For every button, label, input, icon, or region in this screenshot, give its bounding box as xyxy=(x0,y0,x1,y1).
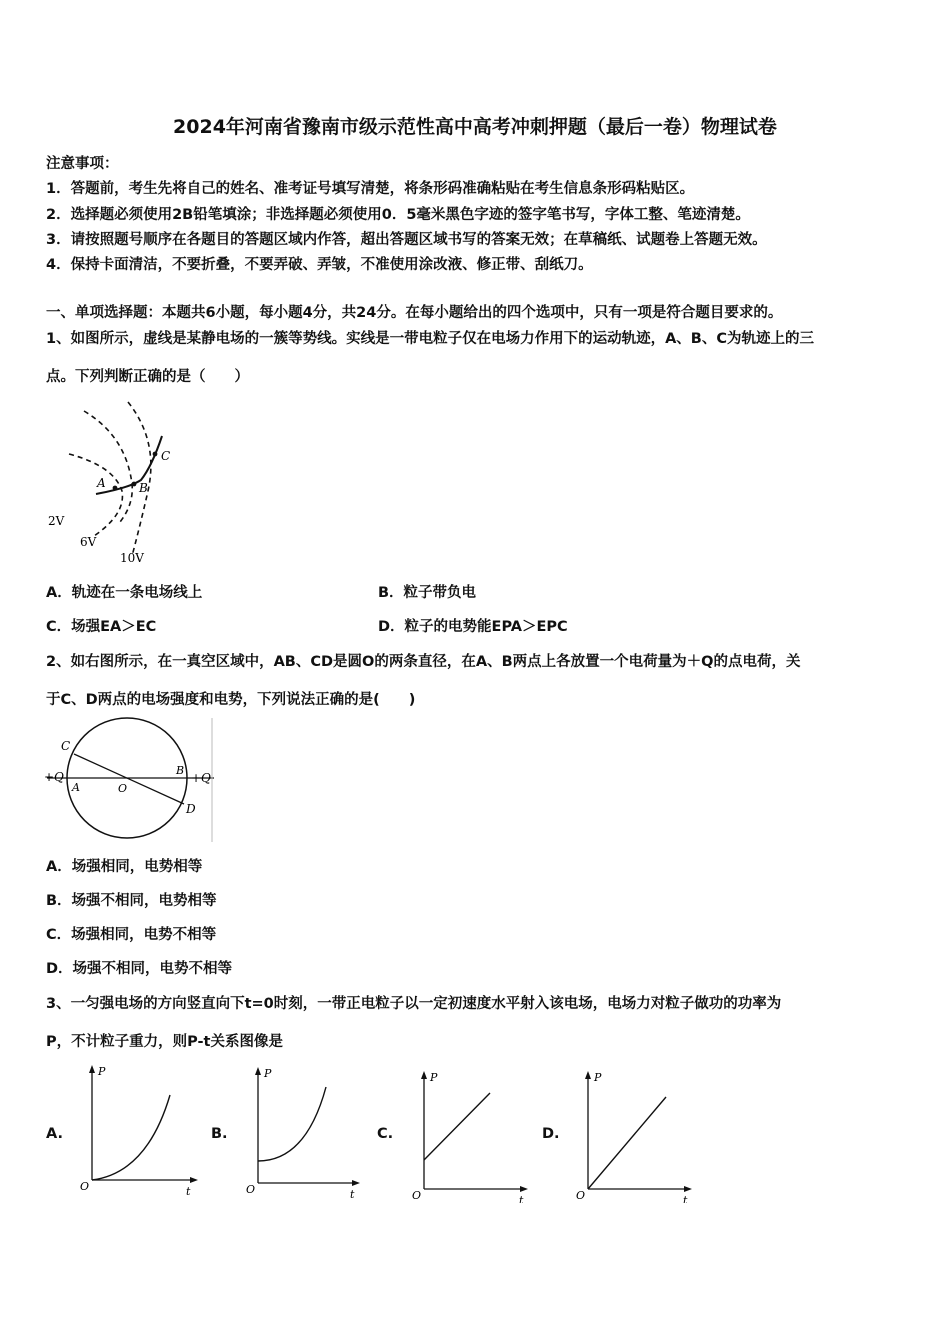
q1-stem: 1、如图所示，虚线是某静电场的一簇等势线。实线是一带电粒子仅在电场力作用下的运动轨迹，A、B、C为轨迹上的三 xyxy=(46,331,814,347)
svg-text:P: P xyxy=(264,1067,272,1080)
trajectory-line xyxy=(96,436,162,494)
notice-item: 4．保持卡面清洁，不要折叠，不要弄破、弄皱，不准使用涂改液、修正带、刮纸刀。 xyxy=(46,257,593,273)
potential-label: 6V xyxy=(80,535,97,549)
p-t-curve xyxy=(258,1087,326,1161)
point-label: A xyxy=(97,476,106,490)
q2-option-b: B．场强不相同，电势相等 xyxy=(46,893,217,909)
q3-stem: P，不计粒子重力，则P-t关系图像是 xyxy=(46,1034,283,1050)
point-label: C xyxy=(61,739,71,753)
point-label: B xyxy=(176,764,185,777)
svg-text:P: P xyxy=(430,1071,438,1084)
notice-item: 1．答题前，考生先将自己的姓名、准考证号填写清楚，将条形码准确粘贴在考生信息条形码粘贴区。 xyxy=(46,181,695,197)
equipotential-line xyxy=(84,411,132,522)
svg-text:t: t xyxy=(519,1194,524,1203)
q3-option-d-label: D. xyxy=(542,1126,560,1142)
p-t-line xyxy=(588,1097,666,1189)
svg-text:P: P xyxy=(594,1071,602,1084)
svg-text:t: t xyxy=(683,1194,688,1203)
q3-option-c-label: C. xyxy=(377,1126,394,1142)
svg-text:O: O xyxy=(412,1189,422,1202)
svg-text:P: P xyxy=(98,1065,106,1078)
q2-stem: 于C、D两点的电场强度和电势，下列说法正确的是( ) xyxy=(46,692,416,708)
q3-option-b-label: B. xyxy=(211,1126,228,1142)
point-label: C xyxy=(161,449,171,463)
q1-stem: 点。下列判断正确的是（ ） xyxy=(46,369,249,385)
notice-item: 2．选择题必须使用2B铅笔填涂；非选择题必须使用0．5毫米黑色字迹的签字笔书写，字体工整、笔迹清楚。 xyxy=(46,207,750,223)
q1-option-c: C．场强EA＞EC xyxy=(46,619,157,635)
charge-label: +Q xyxy=(44,770,64,784)
svg-text:O: O xyxy=(576,1189,586,1202)
q1-option-b: B．粒子带负电 xyxy=(378,585,477,601)
svg-text:t: t xyxy=(186,1185,191,1198)
q2-circle-figure xyxy=(44,716,220,844)
q2-option-c: C．场强相同，电势不相等 xyxy=(46,927,217,943)
svg-text:t: t xyxy=(350,1188,355,1199)
point-label: D xyxy=(186,802,196,816)
svg-text:O: O xyxy=(80,1180,90,1193)
q2-option-a: A．场强相同，电势相等 xyxy=(46,859,203,875)
diameter-cd xyxy=(74,754,184,804)
point-label: A xyxy=(72,781,80,794)
p-t-curve xyxy=(92,1095,170,1180)
point-label: B xyxy=(139,481,148,495)
q3-graph-c xyxy=(404,1067,534,1203)
q1-equipotential-figure xyxy=(44,396,194,566)
p-t-line xyxy=(424,1093,490,1160)
q1-option-d: D．粒子的电势能EPA＞EPC xyxy=(378,619,568,635)
section-heading: 一、单项选择题：本题共6小题，每小题4分，共24分。在每小题给出的四个选项中，只有一项是符合题目要求的。 xyxy=(46,305,783,321)
potential-label: 10V xyxy=(120,551,144,565)
svg-text:O: O xyxy=(246,1183,256,1196)
charge-label: +Q xyxy=(191,771,211,785)
q3-stem: 3、一匀强电场的方向竖直向下t=0时刻，一带正电粒子以一定初速度水平射入该电场，电场力对粒子做功的功率为 xyxy=(46,996,782,1012)
page-title: 2024年河南省豫南市级示范性高中高考冲刺押题（最后一卷）物理试卷 xyxy=(173,116,777,138)
potential-label: 2V xyxy=(48,514,65,528)
q3-graph-a xyxy=(72,1063,200,1199)
q3-graph-d xyxy=(568,1067,698,1203)
q2-option-d: D．场强不相同，电势不相等 xyxy=(46,961,233,977)
q3-graph-b xyxy=(238,1063,366,1199)
notice-heading: 注意事项： xyxy=(46,156,119,172)
equipotential-line xyxy=(69,454,122,536)
point-label: O xyxy=(118,782,128,795)
q1-option-a: A．轨迹在一条电场线上 xyxy=(46,585,203,601)
notice-item: 3．请按照题号顺序在各题目的答题区域内作答，超出答题区域书写的答案无效；在草稿纸、试题卷上答题无效。 xyxy=(46,232,767,248)
q2-stem: 2、如右图所示，在一真空区域中，AB、CD是圆O的两条直径，在A、B两点上各放置一个电荷量为＋Q的点电荷，关 xyxy=(46,654,801,670)
q3-option-a-label: A. xyxy=(46,1126,63,1142)
